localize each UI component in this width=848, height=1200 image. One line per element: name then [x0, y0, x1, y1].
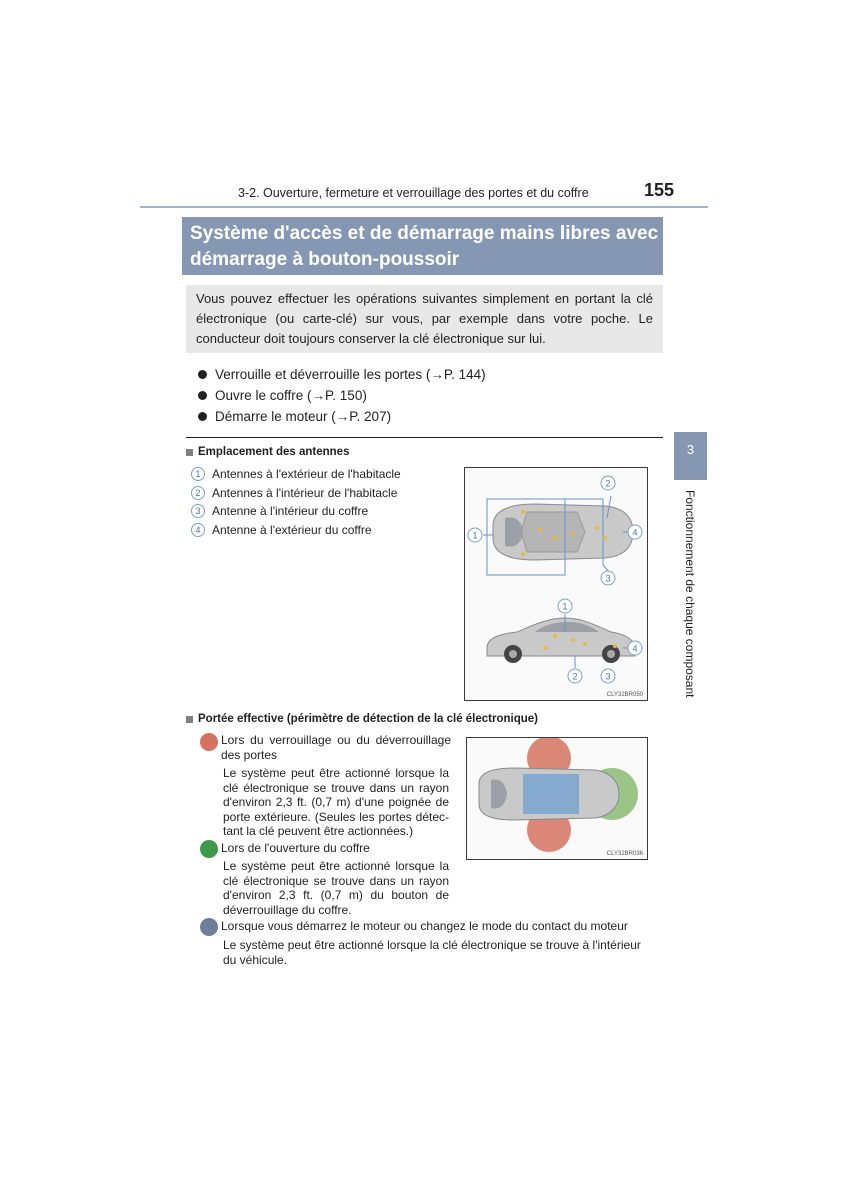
list-item: 2 Antennes à l'intérieur de l'habitacle — [191, 484, 401, 503]
antenna-diagram — [464, 467, 648, 701]
list-item: 3 Antenne à l'intérieur du coffre — [191, 502, 401, 521]
svg-text:2: 2 — [605, 478, 611, 489]
callout-4-side — [628, 641, 642, 655]
svg-text:3: 3 — [605, 671, 611, 682]
header-rule — [140, 206, 708, 208]
antenna-list — [191, 465, 401, 539]
svg-text:3: 3 — [605, 573, 611, 584]
intro-paragraph: Vous pouvez effectuer les opérations suivantes simplement en portant la clé électronique (ou carte-clé) sur vous, par exemple dans votre poche. Le conducteur doit toujours conserver la clé électronique sur lui. — [186, 285, 663, 353]
list-item-text: Ouvre le coffre (→P. 150) — [215, 388, 367, 403]
car-top-view — [493, 504, 633, 560]
svg-text:4: 4 — [632, 643, 638, 654]
list-item-text: Démarre le moteur (→P. 207) — [215, 409, 392, 424]
callout-1-top — [468, 528, 482, 542]
cabin-range-zone — [523, 774, 579, 814]
blue-zone-icon — [200, 918, 218, 936]
range-heading: Portée effective (périmètre de détection de la clé électronique) — [186, 713, 538, 725]
square-bullet-icon — [186, 716, 193, 723]
green-zone-icon — [200, 840, 218, 858]
chapter-tab: 3 — [674, 432, 707, 480]
antennas-heading: Emplacement des antennes — [186, 446, 349, 458]
list-item — [198, 364, 486, 385]
callout-3-top — [601, 571, 615, 585]
square-bullet-icon — [186, 449, 193, 456]
chapter-tab-label: Fonctionnement de chaque composant — [683, 490, 697, 698]
section-title — [182, 217, 663, 275]
list-item — [198, 406, 486, 427]
list-item: 1 Antennes à l'extérieur de l'habitacle — [191, 465, 401, 484]
page-number: 155 — [644, 180, 675, 200]
range-item-heading: Lors de l'ouverture du coffre — [221, 841, 370, 855]
range-item-heading: Lorsque vous démarrez le moteur ou changez le mode du contact du moteur — [221, 919, 628, 933]
svg-text:4: 4 — [632, 527, 638, 538]
list-item-text: Verrouille et déverrouille les portes (→P. 144) — [215, 367, 486, 382]
running-header: 3-2. Ouverture, fermeture et verrouillage des portes et du coffre — [238, 186, 589, 200]
image-code: CLY32BR036 — [606, 851, 643, 857]
section-title-line1: Système d'accès et de démarrage mains libres avec — [190, 223, 659, 244]
number-badge: 3 — [191, 504, 205, 518]
section-title-line2: démarrage à bouton-poussoir — [190, 249, 460, 270]
callout-2-side — [568, 669, 582, 683]
antenna-diagram-svg — [465, 468, 647, 700]
list-item: 4 Antenne à l'extérieur du coffre — [191, 521, 401, 540]
callout-3-side — [601, 669, 615, 683]
feature-list — [198, 364, 486, 427]
bullet-icon — [198, 391, 207, 400]
callout-4-top — [628, 525, 642, 539]
svg-text:1: 1 — [472, 530, 478, 541]
callout-1-side — [558, 599, 572, 613]
bullet-icon — [198, 370, 207, 379]
image-code: CLY32BR050 — [606, 692, 643, 698]
range-item-heading: Lors du verrouillage ou du déverrouillage — [221, 733, 451, 747]
section-divider — [186, 437, 663, 438]
number-badge: 2 — [191, 486, 205, 500]
bullet-icon — [198, 412, 207, 421]
range-diagram — [466, 737, 648, 860]
svg-text:2: 2 — [572, 671, 578, 682]
svg-text:1: 1 — [562, 601, 568, 612]
red-zone-icon — [200, 733, 218, 751]
callout-2-top — [601, 476, 615, 490]
list-item — [198, 385, 486, 406]
range-diagram-svg — [467, 738, 647, 859]
number-badge: 4 — [191, 523, 205, 537]
number-badge: 1 — [191, 467, 205, 481]
car-side-view — [487, 618, 638, 663]
